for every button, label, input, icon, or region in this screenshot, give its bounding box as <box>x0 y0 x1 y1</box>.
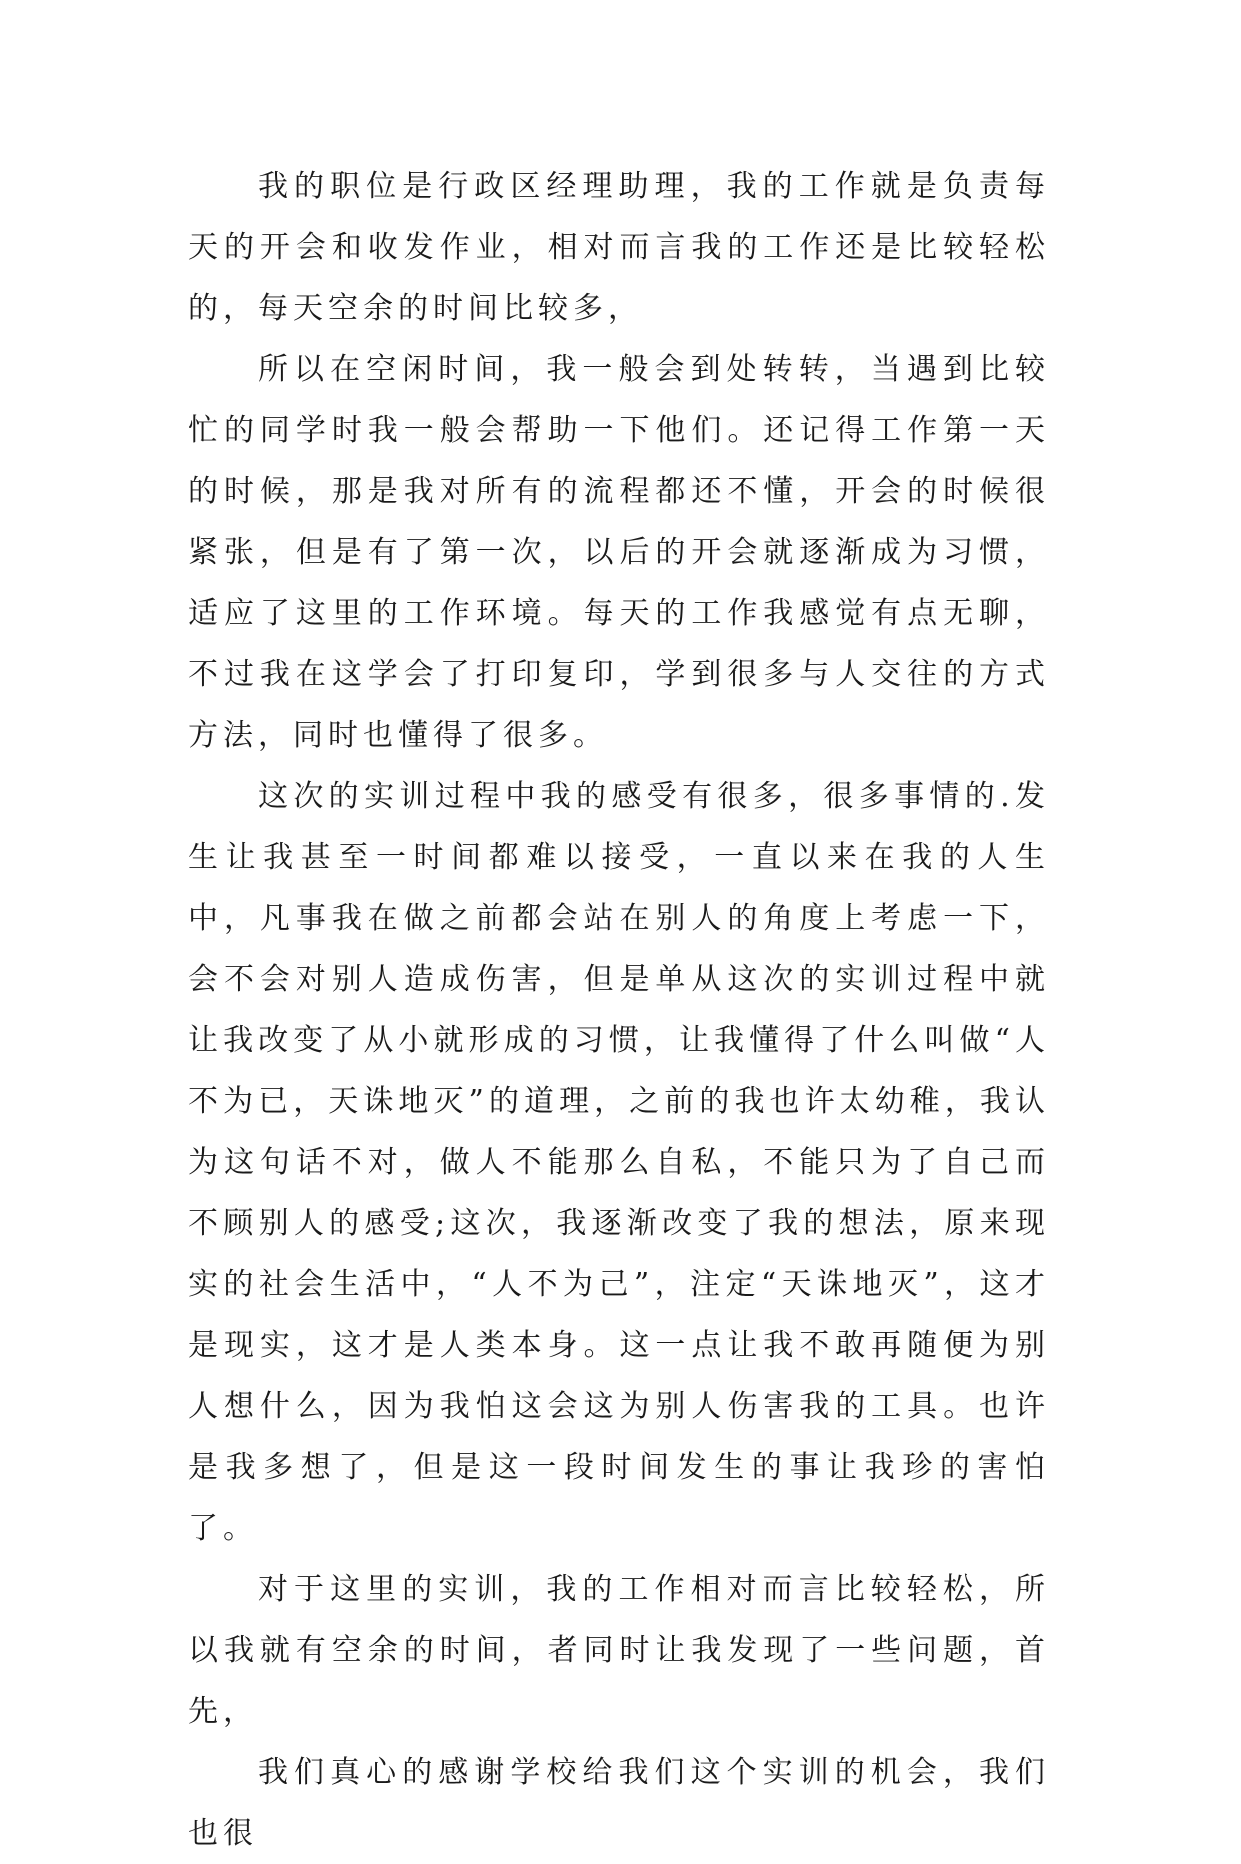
paragraph: 这次的实训过程中我的感受有很多，很多事情的.发生让我甚至一时间都难以接受，一直以来在我的人生中，凡事我在做之前都会站在别人的角度上考虑一下，会不会对别人造成伤害，但是单从这次的实训过程中就让我改变了从小就形成的习惯，让我懂得了什么叫做“人不为已，天诛地灭”的道理，之前的我也许太幼稚，我认为这句话不对，做人不能那么自私，不能只为了自己而不顾别人的感受;这次，我逐渐改变了我的想法，原来现实的社会生活中，“人不为己”，注定“天诛地灭”，这才是现实，这才是人类本身。这一点让我不敢再随便为别人想什么，因为我怕这会这为别人伤害我的工具。也许是我多想了，但是这一段时间发生的事让我珍的害怕了。 <box>188 779 1050 1546</box>
paragraph: 我的职位是行政区经理助理，我的工作就是负责每天的开会和收发作业，相对而言我的工作还是比较轻松的，每天空余的时间比较多， <box>188 169 1050 326</box>
document-body <box>188 156 1050 1864</box>
paragraph: 对于这里的实训，我的工作相对而言比较轻松，所以我就有空余的时间，者同时让我发现了一些问题，首先， <box>188 1572 1050 1729</box>
paragraph: 我们真心的感谢学校给我们这个实训的机会，我们也很 <box>188 1755 1050 1851</box>
paragraph: 所以在空闲时间，我一般会到处转转，当遇到比较忙的同学时我一般会帮助一下他们。还记得工作第一天的时候，那是我对所有的流程都还不懂，开会的时候很紧张，但是有了第一次，以后的开会就逐渐成为习惯，适应了这里的工作环境。每天的工作我感觉有点无聊，不过我在这学会了打印复印，学到很多与人交往的方式方法，同时也懂得了很多。 <box>188 352 1050 753</box>
